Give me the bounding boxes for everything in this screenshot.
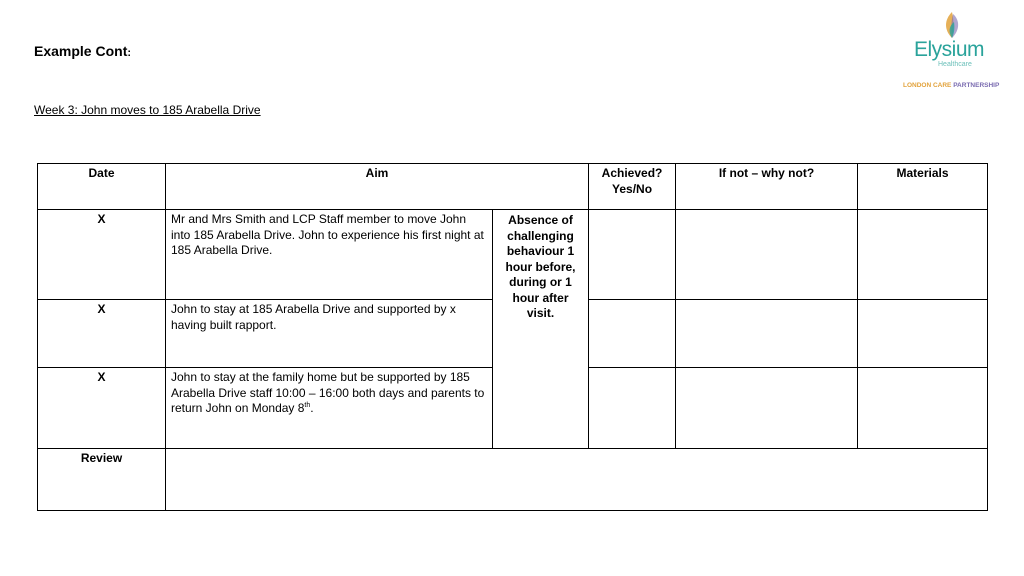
header-aim: Aim: [166, 164, 589, 210]
leaf-logo-icon: [940, 8, 964, 40]
review-cell: [166, 449, 988, 511]
header-date: Date: [38, 164, 166, 210]
row-aim: John to stay at 185 Arabella Drive and supported by x having built rapport.: [166, 300, 493, 368]
achieved-cell: [589, 300, 676, 368]
elysium-logo: [888, 4, 1018, 96]
header-if-not: If not – why not?: [676, 164, 858, 210]
row-date: X: [38, 368, 166, 449]
header-materials: Materials: [858, 164, 988, 210]
logo-partner: LONDON CARE PARTNERSHIP: [903, 82, 1000, 89]
table-row: [38, 210, 988, 300]
page-subtitle: Week 3: John moves to 185 Arabella Drive: [34, 103, 261, 117]
materials-cell: [858, 300, 988, 368]
row-aim: Mr and Mrs Smith and LCP Staff member to move John into 185 Arabella Drive. John to experience his first night at 185 Arabella Drive.: [166, 210, 493, 300]
materials-cell: [858, 210, 988, 300]
plan-table: [37, 163, 988, 511]
achieved-cell: [589, 368, 676, 449]
if-not-cell: [676, 368, 858, 449]
logo-name: Elysium: [914, 38, 985, 61]
logo-tagline: Healthcare: [938, 61, 972, 68]
row-date: X: [38, 300, 166, 368]
materials-cell: [858, 368, 988, 449]
review-row: [38, 449, 988, 511]
row-aim: John to stay at the family home but be supported by 185 Arabella Drive staff 10:00 – 16:00 both days and parents to return John on Monday 8th.: [166, 368, 493, 449]
row-date: X: [38, 210, 166, 300]
if-not-cell: [676, 210, 858, 300]
condition-cell: Absence of challenging behaviour 1 hour before, during or 1 hour after visit.: [493, 210, 589, 449]
if-not-cell: [676, 300, 858, 368]
table-header-row: [38, 164, 988, 210]
achieved-cell: [589, 210, 676, 300]
review-label: Review: [38, 449, 166, 511]
header-achieved: Achieved? Yes/No: [589, 164, 676, 210]
page-title: Example Cont:: [34, 43, 132, 59]
